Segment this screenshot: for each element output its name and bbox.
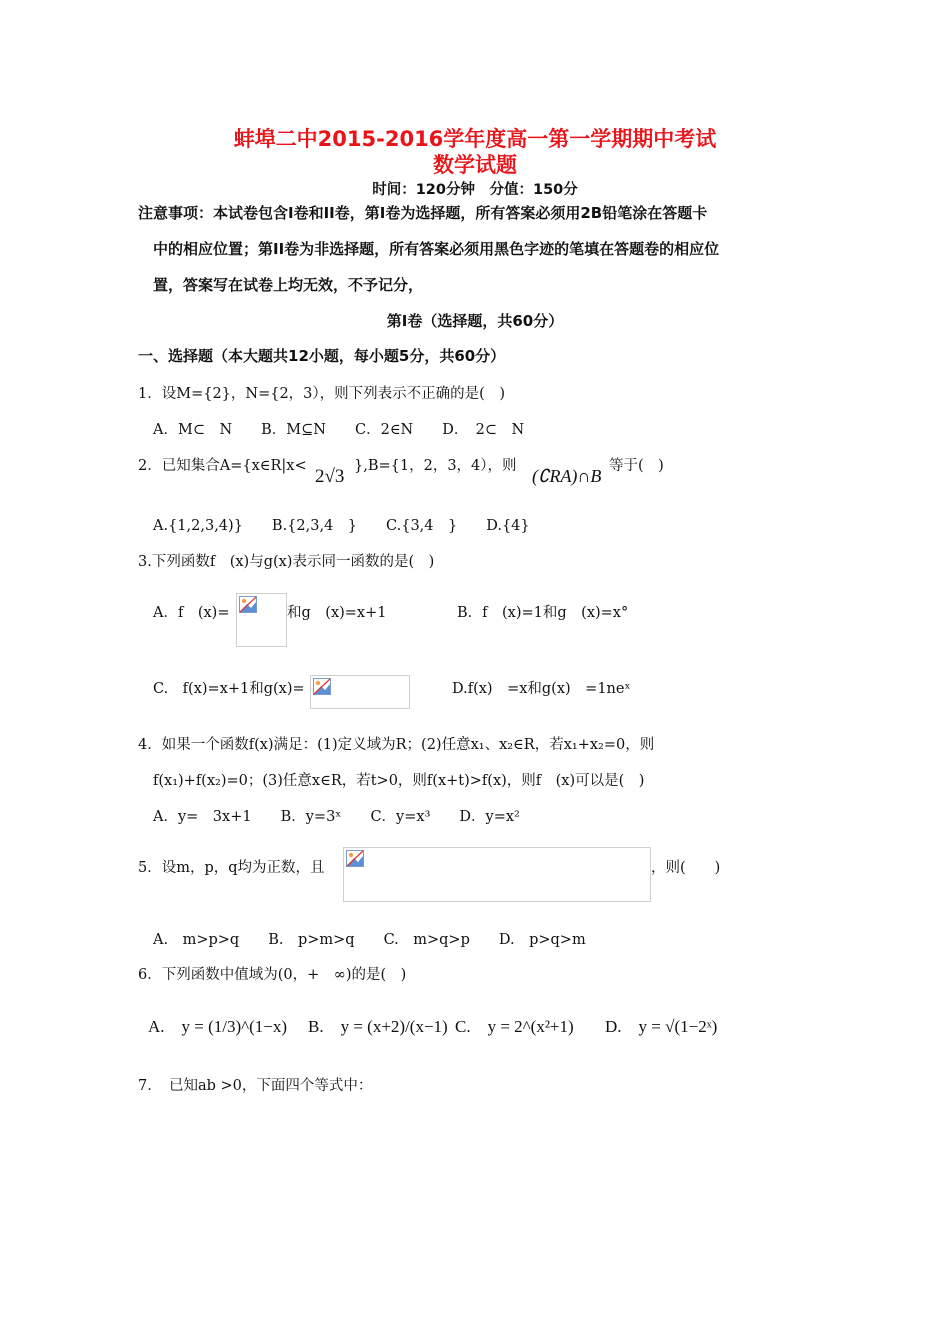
q6-optD: D. y = √(1−2ˣ): [605, 1017, 718, 1036]
q5-options: A. m>p>q B. p>m>q C. m>q>p D. p>q>m: [153, 932, 586, 948]
q1-stem: 1．设M={2}，N={2，3），则下列表示不正确的是( ): [138, 386, 505, 402]
broken-image-icon: [239, 596, 257, 613]
q3-optA-post: 和g (x)=x+1: [287, 605, 387, 621]
notice-line-3: 置，答案写在试卷上均无效，不予记分，: [153, 276, 424, 294]
exam-title: 蚌埠二中2015-2016学年度高一第一学期期中考试: [233, 127, 717, 151]
q2-options: A.{1,2,3,4)} B.{2,3,4 } C.{3,4 } D.{4}: [153, 518, 530, 534]
q4-options: A．y= 3x+1 B．y=3ˣ C．y=x³ D．y=x²: [153, 809, 520, 825]
q3-stem: 3.下列函数f (x)与g(x)表示同一函数的是( ): [138, 554, 435, 570]
part1-title: 第Ⅰ卷（选择题，共60分）: [386, 312, 564, 330]
q5-stem-pre: 5．设m，p，q均为正数，且: [138, 860, 325, 876]
q2-math-2sqrt3: 2√3: [315, 466, 345, 487]
q3-optC-pre: C. f(x)=x+1和g(x)=: [153, 681, 305, 697]
q6-optA: A. y = (1/3)^(1−x): [148, 1017, 288, 1036]
broken-image-icon: [313, 678, 331, 695]
q4-line-1: 4．如果一个函数f(x)满足：(1)定义域为R；(2)任意x₁、x₂∈R，若x₁+x₂=0，则: [138, 737, 655, 753]
time-score: 时间：120分钟 分值：150分: [372, 182, 578, 198]
q2-stem-b: },B={1，2，3，4），则: [354, 458, 517, 474]
broken-image-placeholder: [310, 675, 410, 709]
notice-line-2: 中的相应位置；第II卷为非选择题，所有答案必须用黑色字迹的笔填在答题卷的相应位: [153, 240, 720, 258]
q3-optB: B．f (x)=1和g (x)=x°: [457, 605, 629, 621]
q3-optA-pre: A．f (x)=: [153, 605, 230, 621]
notice-line-1: 注意事项：本试卷包含Ⅰ卷和II卷，第Ⅰ卷为选择题，所有答案必须用2B铅笔涂在答题卡: [138, 204, 708, 222]
q6-optC: C. y = 2^(x²+1): [455, 1017, 574, 1036]
q2-math-complement: (∁RA)∩B: [532, 466, 602, 486]
exam-subtitle: 数学试题: [433, 153, 517, 177]
broken-image-icon: [346, 850, 364, 867]
q2-stem-c: 等于( ): [609, 458, 664, 474]
broken-image-placeholder: [236, 593, 287, 647]
q3-optD: D.f(x) =x和g(x) =1neˣ: [452, 681, 631, 697]
q5-stem-post: ，则( ): [651, 860, 721, 876]
q2-stem-a: 2．已知集合A={x∈R|x<: [138, 458, 307, 474]
q4-line-2: f(x₁)+f(x₂)=0；(3)任意x∈R，若t>0，则f(x+t)>f(x)，则f (x)可以是( ): [153, 773, 645, 789]
q6-optB: B. y = (x+2)/(x−1): [308, 1017, 448, 1036]
q1-options: A．M⊂ N B．M⊆N C．2∈N D． 2⊂ N: [153, 422, 525, 438]
q7-stem: 7． 已知ab >0，下面四个等式中：: [138, 1078, 373, 1094]
broken-image-placeholder: [343, 847, 651, 902]
section1-title: 一、选择题（本大题共12小题，每小题5分，共60分）: [138, 347, 506, 365]
q6-stem: 6．下列函数中值域为(0，+ ∞)的是( ): [138, 967, 407, 983]
